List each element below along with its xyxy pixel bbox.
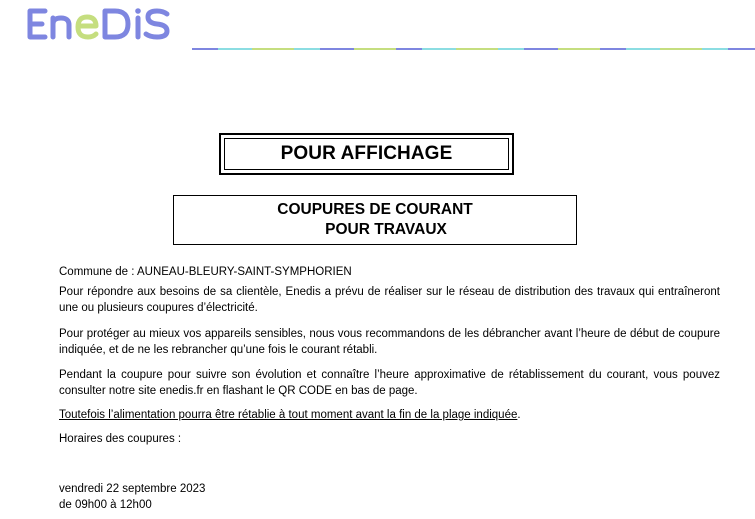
header-divider (192, 38, 755, 56)
paragraph-3: Pendant la coupure pour suivre son évolution et connaître l’heure approximative de rétablissement du courant, vous pouvez consulter notre site enedis.fr en flashant le QR CODE en bas de page. (59, 369, 720, 397)
schedule-time: de 09h00 à 12h00 (59, 499, 152, 511)
subtitle-line-1: COUPURES DE COURANT (277, 201, 473, 218)
enedis-logo (24, 6, 190, 47)
poster-title-box (219, 133, 514, 175)
subtitle-line-2: POUR TRAVAUX (325, 221, 447, 238)
paragraph-4-suffix: . (517, 409, 521, 421)
paragraph-4 (59, 407, 720, 423)
poster-title: POUR AFFICHAGE (224, 138, 509, 170)
schedule-heading: Horaires des coupures : (59, 433, 182, 445)
schedule-date: vendredi 22 septembre 2023 (59, 483, 206, 495)
commune-line: Commune de : AUNEAU-BLEURY-SAINT-SYMPHORIEN (59, 266, 352, 278)
paragraph-2: Pour protéger au mieux vos appareils sensibles, nous vous recommandons de les débrancher avant l’heure de début de coupure indiquée, et de ne les rebrancher qu’une fois le courant rétabli. (59, 328, 720, 356)
poster-subtitle-box (173, 195, 577, 245)
paragraph-1: Pour répondre aux besoins de sa clientèle, Enedis a prévu de réaliser sur le réseau de distribution des travaux qui entraîneront une ou plusieurs coupures d’électricité. (59, 286, 720, 314)
paragraph-4-underlined: Toutefois l’alimentation pourra être rétablie à tout moment avant la fin de la plage indiquée (59, 409, 518, 421)
